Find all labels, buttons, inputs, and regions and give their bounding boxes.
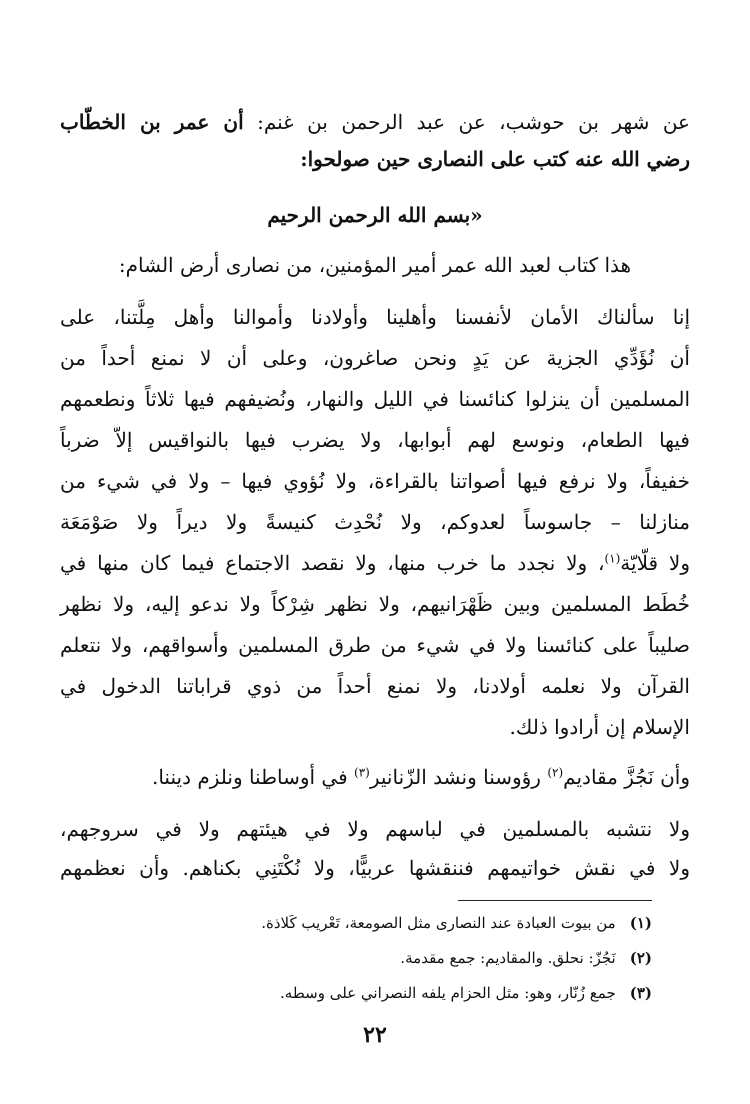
text-segment: منازلنا – جاسوساً لعدوكم، ولا نُحْدِث كنيسةً ولا ديراً ولا صَوْمَعَة: [60, 510, 690, 534]
text-segment: القرآن ولا نعلمه أولادنا، ولا نمنع أحداً من ذوي قراباتنا الدخول في: [60, 674, 690, 698]
footnote-ref[interactable]: (٢): [547, 765, 564, 780]
text-segment: رضي الله عنه كتب على النصارى حين صولحوا:: [300, 147, 690, 171]
text-line: [60, 341, 690, 375]
text-segment: ولا نتشبه بالمسلمين في لباسهم ولا في هيئتهم ولا في سروجهم،: [60, 817, 690, 841]
text-line: [60, 628, 690, 662]
text-segment: صليباً على كنائسنا ولا في شيء من طرق المسلمين وأسواقهم، ولا نتعلم: [60, 633, 691, 657]
text-line: [60, 546, 690, 580]
footnote: [92, 979, 652, 1007]
text-segment: عن شهر بن حوشب، عن عبد الرحمن بن غنم:: [243, 110, 690, 134]
text-line: [60, 505, 690, 539]
text-line: [60, 587, 690, 621]
footnote-divider: [458, 900, 652, 901]
text-line: [60, 300, 690, 334]
footnote-number: (٢): [629, 949, 652, 967]
text-segment: ولا في نقش خواتيمهم فننقشها عربيًّا، ولا نُكْتَنِي بكناهم. وأن نعظمهم: [60, 856, 690, 880]
text-line: [60, 248, 690, 282]
footnote-number: (٣): [629, 984, 652, 1002]
text-segment: وأن نَجُزَّ مقاديم: [563, 765, 690, 789]
text-line: [60, 851, 690, 885]
text-line: [60, 423, 690, 457]
text-segment: رؤوسنا ونشد الزّنانير: [369, 765, 548, 789]
page-number: ٢٢: [363, 1022, 387, 1048]
text-segment: في أوساطنا ونلزم ديننا.: [151, 765, 355, 789]
text-segment: المسلمين أن ينزلوا كنائسنا في الليل والنهار، ونُضيفهم فيها ثلاثاً ونطعمهم: [60, 387, 690, 411]
footnote-text: جمع زُنّار، وهو: مثل الحزام يلفه النصراني على وسطه.: [280, 984, 616, 1002]
text-segment: «بسم الله الرحمن الرحيم: [267, 203, 483, 227]
footnote-ref[interactable]: (١): [604, 551, 621, 566]
text-line: [60, 669, 690, 703]
text-line: [60, 198, 690, 232]
footnote-number: (١): [629, 914, 652, 932]
text-segment: ولا قلّايّة: [620, 551, 690, 575]
text-line: [60, 105, 690, 139]
footnote: [92, 909, 652, 937]
text-segment: هذا كتاب لعبد الله عمر أمير المؤمنين، من نصارى أرض الشام:: [118, 253, 632, 277]
text-segment: فيها الطعام، ونوسع لهم أبوابها، ولا يضرب فيها بالنواقيس إلاّ ضرباً: [60, 428, 690, 452]
text-segment: خفيفاً، ولا نرفع فيها أصواتنا بالقراءة، ولا نُؤوي فيها – ولا في شيء من: [60, 469, 690, 493]
text-segment: أن عمر بن الخطّاب: [60, 110, 244, 134]
text-segment: ، ولا نجدد ما خرب منها، ولا نقصد الاجتماع فيما كان منها في: [60, 551, 605, 575]
text-segment: إنا سألناك الأمان لأنفسنا وأهلينا وأولادنا وأموالنا وأهل مِلَّتنا، على: [60, 305, 690, 329]
footnote-text: من بيوت العبادة عند النصارى مثل الصومعة، تَعْريب كَلاذة.: [261, 914, 616, 932]
footnote-text: نَجُزّ: نحلق. والمقاديم: جمع مقدمة.: [400, 949, 616, 967]
text-line: [60, 142, 690, 176]
text-line: [60, 812, 690, 846]
text-line: [60, 760, 690, 794]
text-segment: الإسلام إن أرادوا ذلك.: [509, 715, 690, 739]
text-line: [60, 464, 690, 498]
footnote-ref[interactable]: (٣): [354, 765, 370, 780]
text-line: [60, 382, 690, 416]
footnote: [92, 944, 652, 972]
text-line: [60, 710, 690, 744]
text-segment: أن نُؤَدِّي الجزية عن يَدٍ ونحن صاغرون، وعلى أن لا نمنع أحداً من: [60, 346, 690, 370]
text-segment: خُطَط المسلمين وبين ظَهْرَانيهم، ولا نظهر شِرْكاً ولا ندعو إليه، ولا نظهر: [60, 592, 690, 616]
